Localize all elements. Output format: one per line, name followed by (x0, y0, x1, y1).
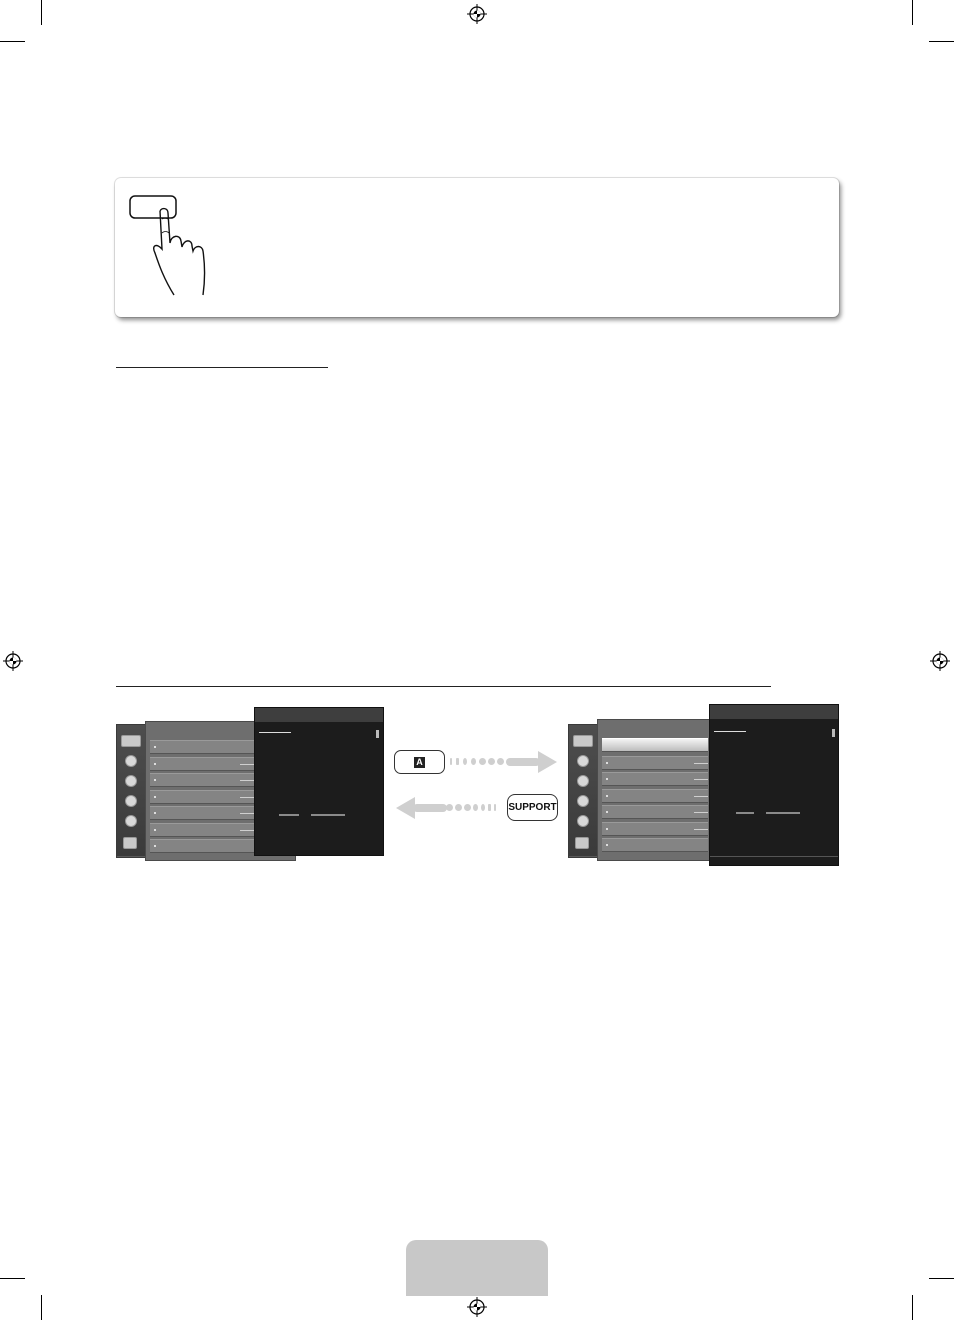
crop-mark-tr-h (929, 41, 954, 42)
hand-pressing-button-icon (126, 193, 210, 299)
registration-mark-icon (467, 4, 487, 24)
arrow-left-icon (395, 797, 447, 819)
remote-instruction-callout (115, 178, 839, 317)
support-button[interactable] (507, 794, 558, 821)
a-key-label: A (416, 756, 423, 767)
crop-mark-tr-v (912, 0, 913, 25)
crop-mark-bl-h (0, 1278, 25, 1279)
crop-mark-br-h (929, 1278, 954, 1279)
page-number-tab (406, 1240, 548, 1296)
tv-menu-screen-after (568, 704, 838, 866)
registration-mark-icon (3, 651, 23, 671)
section-heading-rule (116, 686, 771, 687)
arrow-right-icon (506, 751, 558, 773)
crop-mark-bl-v (41, 1295, 42, 1320)
dotted-arrow-trail (446, 804, 506, 812)
tv-menu-screen-before (116, 704, 384, 862)
section-heading-rule (116, 367, 328, 368)
crop-mark-tl-h (0, 41, 25, 42)
crop-mark-br-v (912, 1295, 913, 1320)
dotted-arrow-trail (450, 758, 510, 766)
registration-mark-icon (467, 1297, 487, 1317)
support-button-label: SUPPORT (508, 802, 557, 813)
registration-mark-icon (930, 651, 950, 671)
crop-mark-tl-v (41, 0, 42, 25)
a-key-button[interactable] (394, 750, 445, 774)
